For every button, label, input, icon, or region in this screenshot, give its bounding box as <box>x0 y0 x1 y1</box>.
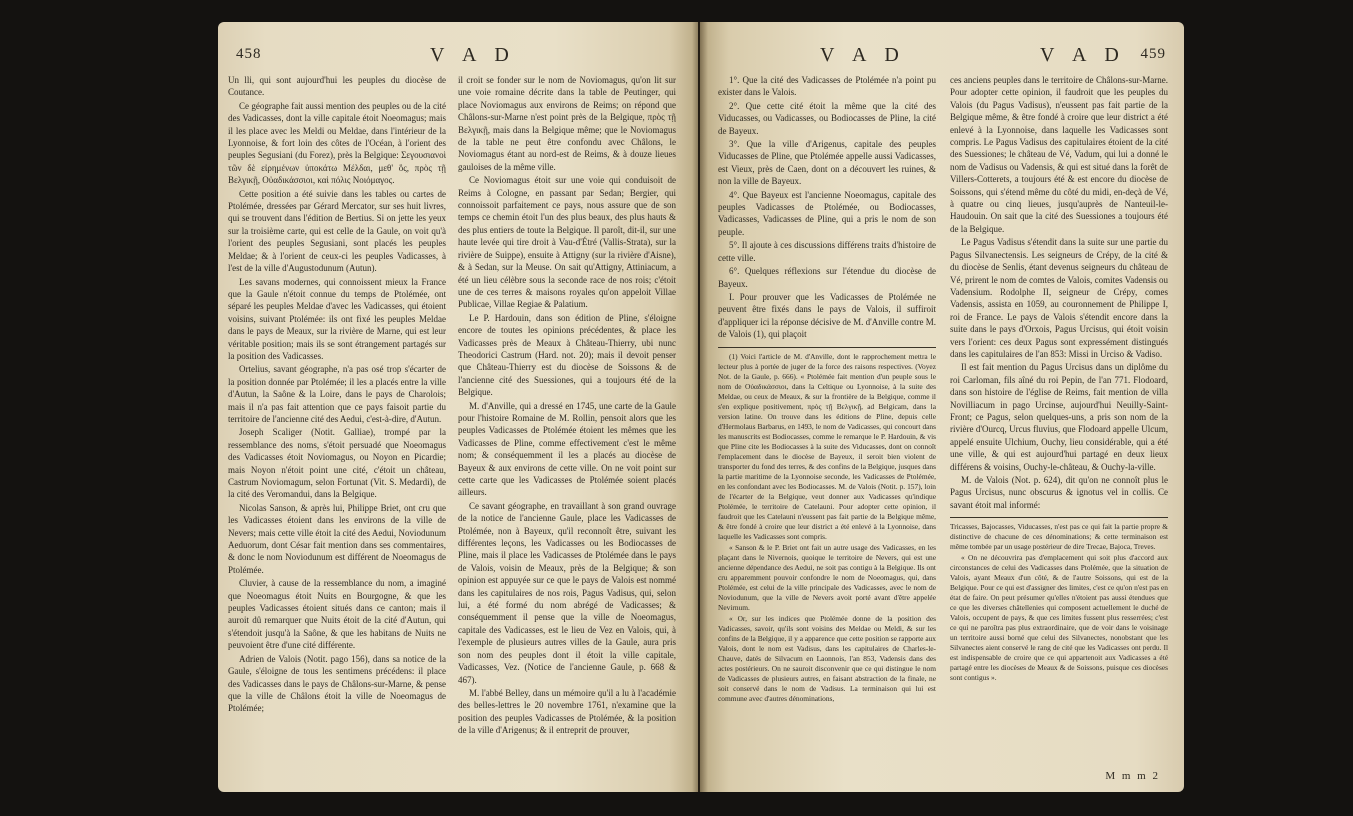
paragraph: Ce savant géographe, en travaillant à son grand ouvrage de la notice de l'ancienne Gaule, place les Vadicasses de Ptolémée, non à Bayeux, qu'il reconnoît être, suivant les différentes leçons, les Vadicasses ou les Bodiocasses de Pline, mais il place les Vadicasses de Ptolémée dans le pays de Valois, voisin de Meaux, près de la Belgique; & son opinion est appuyée sur ce que le pays de Valois est nommé dans les capitulaires de nos rois, Pagus Vadisus, qui, selon lui, a été formé du nom abrégé de Vadicasses; & conséquemment il pense que la ville de Noeomagus, capitale des Vadicasses, est le lieu de Vez en Valois, qui, à l'exemple de plusieurs autres villes de la Gaule, aura pris son nom des peuples dont il étoit la ville capitale, Vadicasses, Vez. (Notice de l'ancienne Gaule, p. 668 & 467). <box>458 500 676 685</box>
paragraph: Ortelius, savant géographe, n'a pas osé trop s'écarter de la position donnée par Ptolémée; il les a placés entre la ville d'Autun, la Saône & la Loire, dans le pays de Charolois; mais il n'a pas fait attention que ce pays faisoit partie du territoire de l'ancienne cité des Aedui, c'est-à-dire, d'Autun. <box>228 364 446 424</box>
right-running-head: V A D <box>1040 44 1126 66</box>
paragraph: Joseph Scaliger (Notit. Galliae), trompé par la ressemblance des noms, s'étoit persuadé que Noeomagus des Vadicasses étoit Noviomagus, ou Noyon en Picardie; mais Noyon n'étoit point une cité, c'étoit un château, Castrum Noviomagum, selon Fortunat (Vit. S. Medardi), de la cité des Veromandui, dans la Belgique. <box>228 427 446 500</box>
paragraph: il croit se fonder sur le nom de Noviomagus, qu'on lit sur une voie romaine décrite dans la table de Peutinger, qui place Noviomagus aux environs de Reims; on répond que Châlons-sur-Marne n'est point près de la Belgique, πρὸς τῇ Βελγικῇ, mais dans la Belgique même; que le Noviomagus de la table ne peut être confondu avec Châlons, le Noviomagus étant au nord-est de Reims, & à douze lieues gauloises de la même ville. <box>458 75 676 172</box>
paragraph: 3°. Que la ville d'Arigenus, capitale des peuples Viducasses de Pline, que Ptolémée appelle aussi Vadicasses, est Vieux, près de Caen, dont on a découvert les ruines, & non la ville de Bayeux. <box>718 139 936 187</box>
right-page-number: 459 <box>1140 46 1166 62</box>
footnote: « Or, sur les indices que Ptolémée donne de la position des Vadicasses, savoir, qu'ils sont voisins des Meldae ou Meldi, & sur les confins de la Belgique, il y a apparence que cette position se rapporte aux Valois, dont le nom est Vadisus, dans les capitulaires de Charles-le-Chauve, datés de Silvacum en Laonnois, l'an 853, Vadensis dans des actes postérieurs. On ne sauroit disconvenir que ce qui distingue le nom de Vadicasses de plusieurs autres, en faisant abstraction de la finale, ne soit conservé dans le nom de Vadisus. La terminaison qui lui est commune avec d'autres dénominations, <box>718 613 936 703</box>
paragraph: 5°. Il ajoute à ces discussions différens traits d'histoire de cette ville. <box>718 240 936 263</box>
paragraph: 6°. Quelques réflexions sur l'étendue du diocèse de Bayeux. <box>718 266 936 289</box>
book-gutter <box>692 22 708 792</box>
right-column-2 <box>950 74 1168 782</box>
paragraph: Ce géographe fait aussi mention des peuples ou de la cité des Vadicasses, dont la ville capitale étoit Noeomagus; mais il les place avec les Meldi ou Meldae, dans l'intérieur de la Lyonnoise, & fort loin des côtes de l'Océan, à l'orient des peuples Segusiani (du Forez), près la Belgique: Σεγουσιανοὶ τῶν δὲ εἰρημένων ὑποκάτω Μέλδαι, μεθ' ὃς, πρὸς τῇ Βελγικῇ, Οὐαδικάσσιοι, καὶ πόλις Νοιόμαγος. <box>228 100 446 186</box>
right-column-1 <box>718 74 936 782</box>
paragraph: Les savans modernes, qui connoissent mieux la France que la Gaule n'étoit connue du temps de Ptolémée, ont séparé les peuples Meldae d'avec les Vadicasses, qui étoient voisins, suivant Ptolémée: ils ont fixé les peuples Meldae dans le pays de Meaux, sur la rivière de Marne, qui est leur véritable position; mais ils se sont étrangement partagés sur la position des Vadicasses. <box>228 276 446 361</box>
paragraph: M. d'Anville, qui a dressé en 1745, une carte de la Gaule pour l'histoire Romaine de M. Rollin, pensoit alors que les peuples Vadicasses de Ptolémée étoient les mêmes que les Vadicasses de Pline, comme effectivement c'est le même nom; & conséquemment il les a placés au diocèse de Bayeux & aux environs de cette ville. On ne voit point sur cette carte que les Vadicasses de Ptolémée soient placés ailleurs. <box>458 400 676 498</box>
footnote: Tricasses, Bajocasses, Viducasses, n'est pas ce qui fait la partie propre & distinctive de chacune de ces dénominations; & cette terminaison est même tombée par un usage postérieur de dire Trecae, Bajoca, Treves. <box>950 522 1168 552</box>
left-running-head: V A D <box>430 44 516 66</box>
left-page-number: 458 <box>236 46 262 62</box>
catchword: M m m 2 <box>1105 770 1160 782</box>
paragraph: Le P. Hardouin, dans son édition de Pline, s'éloigne encore de toutes les opinions précédentes, & place les Vadicasses près de Meaux à Château-Thierry, ubi nunc Theodorici Castrum (Hard. not. 20); mais il devoit penser que Château-Thierry est du diocèse de Soissons & de l'ancienne cité des Suessiones, qui a toujours été de la Belgique. <box>458 312 676 398</box>
paragraph: Nicolas Sanson, & après lui, Philippe Briet, ont cru que les Vadicasses étoient dans les environs de la ville de Nevers; mais cette ville étoit la cité des Aedui, Noviodunum Aeduorum, dont César fait mention dans ses commentaires, & donc le nom Noviodunum est différent de Noeomagus de Ptolémée. <box>228 502 446 575</box>
footnote: « Sanson & le P. Briet ont fait un autre usage des Vadicasses, en les plaçant dans le Nivernois, quoique le territoire de Nevers, qui est une ancienne dépendance des Aedui, ne soit pas contigu à la Belgique. Ils ont cru apparemment pouvoir confondre le nom de Noeomagus, qui, dans Ptolémée, est celui de la ville principale des Vadicasses, avec le nom de Noviodunum, que la ville de Nevers avoit porté avant d'être appelée Nevirnum. <box>718 542 936 612</box>
right-running-head-inner: V A D <box>820 44 906 66</box>
paragraph: Le Pagus Vadisus s'étendit dans la suite sur une partie du Pagus Silvanectensis. Les seigneurs de Crépy, de la cité & du diocèse de Senlis, étant devenus seigneurs du château de Vé, prirent le nom de comtes de Valois, comites Vadensis ou Vadensium. Rodolphe II, seigneur de Crépy, comes Vadensis, assista en 1059, au couronnement de Philippe I, roi de France. Le pays de Valois s'étendit encore dans la suite dans le pays d'Orxois, Pagus Urcisus, qui étoit voisin vers l'orient: ces deux Pagus sont expressément distingués dans les capitulaires de l'an 853: Missi in Urciso & Vadiso. <box>950 237 1168 359</box>
paragraph: Il est fait mention du Pagus Urcisus dans un diplôme du roi Carloman, fils aîné du roi Pepin, de l'an 771. Flodoard, dans son histoire de l'église de Reims, fait mention de villa Novilliacum in pago Urcinse, aujourd'hui Neuilly-Saint-Front; ce Pagus, selon quelques-uns, a pris son nom de la rivière d'Ourcq, Urcus fluvius, que Flodoard appelle Ulcum, appelé ensuite Ulchium, Ouchy, lieu considérable, qui a été une ville, & qui est aujourd'hui partagé en deux lieux différens & voisins, Ouchy-le-château, & Ouchy-la-ville. <box>950 362 1168 472</box>
paragraph: 1°. Que la cité des Vadicasses de Ptolémée n'a point pu exister dans le Valois. <box>718 75 936 98</box>
paragraph: Cette position a été suivie dans les tables ou cartes de Ptolémée, dressées par Gérard Mercator, sur ses huit livres, qui se trouvent dans l'édition de Bertius. Si on jette les yeux sur la troisième carte, qui est celle de la Gaule, on voit qu'à l'orient des peuples Segusiani, sont placés les peuples Meldae; & à l'orient de ceux-ci les peuples Vadicasses, à l'est de la ville d'Augustodunum (Autun). <box>228 188 446 274</box>
left-page <box>218 22 698 792</box>
paragraph: 4°. Que Bayeux est l'ancienne Noeomagus, capitale des peuples Vadicasses de Ptolémée, ou Bodiocasses, Vadicasses, Vadicasses de Pline, qui a pris le nom de son peuple. <box>718 189 936 237</box>
paragraph: M. l'abbé Belley, dans un mémoire qu'il a lu à l'académie des belles-lettres le 20 novembre 1761, n'examine que la position des peuples Vadicasses de Ptolémée, & la position de la ville d'Arigenus; & il entreprit de prouver, <box>458 687 676 736</box>
right-page <box>700 22 1184 792</box>
paragraph: Adrien de Valois (Notit. pago 156), dans sa notice de la Gaule, s'éloigne de tous les sentimens précédens: il place des Vadicasses dans le pays de Châlons-sur-Marne, & pense que la ville de Châlons étoit la ville de Noeomagus de Ptolémée; <box>228 653 446 714</box>
left-column-1 <box>228 74 446 782</box>
paragraph: Ce Noviomagus étoit sur une voie qui conduisoit de Reims à Cologne, en passant par Sedan; Bergier, qui connoissoit parfaitement ce pays, nous assure que de son temps ce chemin étoit l'un des plus beaux, des plus hauts & des plus entiers de toute la Belgique. Il paroît, dit-il, sur une haute levée qui tire droit à Vau-d'Étré (Vallis-Strata), sur la rivière de Suippe), ensuite à Attigny (sur la rivière d'Aisne), & à Sedan, sur la Meuse. On sait qu'Attigny, Attiniacum, a été un lieu célèbre sous la seconde race de nos rois; c'étoit une de ces terres & maisons royales qu'on appeloit Villae Publicae, Villae Regiae & Palatium. <box>458 175 676 310</box>
paragraph: 2°. Que cette cité étoit la même que la cité des Viducasses, ou Vadicasses, ou Bodiocasses de Pline, la cité de Bayeux. <box>718 100 936 136</box>
paragraph: Cluvier, à cause de la ressemblance du nom, a imaginé que Noeomagus étoit Nuits en Bourgogne, & que les peuples Vadicasses étoient situés dans ce canton; mais il auroit dû remarquer que Nuits étoit de la cité d'Autun, qui s'étendoit jusqu'à la Saône, & que les habitans de Nuits ne peuvoient être d'une cité différente. <box>228 578 446 651</box>
footnote-rule <box>950 517 1168 518</box>
paragraph: ces anciens peuples dans le territoire de Châlons-sur-Marne. Pour adopter cette opinion, il faudroit que les peuples du Valois (du Pagus Vadisus), n'eussent pas fait partie de la Belgique même, & être fondé à croire que leur district a été enlevé à la Lyonnoise, dans laquelle les Vadicasses sont compris. Le Pagus Vadisus des capitulaires étoient de la cité des Suessiones; le château de Vé, Vadum, qui lui a donné le nom de Vadisus ou Vadensis, & qui est situé dans la forêt de Villers-Cotterets, a toujours été & est encore du diocèse de Soissons, qui s'étend même du côté du midi, en-deçà de Vé, à quatre ou cinq lieues, jusqu'auprès de Nanteuil-le-Haudouin. On sait que la cité des Suessiones a toujours été de la Belgique. <box>950 75 1168 234</box>
footnote: (1) Voici l'article de M. d'Anville, dont le rapprochement mettra le lecteur plus à portée de juger de la force des raisons respectives. (Voyez Not. de la Gaule, p. 666). « Ptolémée fait mention d'un peuple sous le nom de Οὐαδικάσσιοι, dans la Celtique ou Lyonnoise, à la suite des Meldae, ou ceux de Meaux, & sur la frontière de la Belgique, comme il s'en explique positivement, πρὸς τῇ Βελγικῇ, ad Belgicam, dans la version latine. On trouve dans les éditions de Pline, depuis celle d'Hermolaus Barbarus, en 1493, le nom de Vadicasses, qui concourt dans les manuscrits est Bodiocasses, comme le remarque le P. Hardouin, & vis que Pline cite les Bodiocasses à la suite des Viducasses, dont on connoît l'emplacement dans le diocèse de Bayeux, il seroit bien violent de transporter du fond des terres, & des confins de la Belgique, jusques dans la partie maritime de la Lyonnoise seconde, les Vadicasses de Ptolémée, en les confondant avec les Bodiocasses. M. de Valois (Notit. p. 157), loin de l'écarter de la Belgique, veut donner aux Vadicasses qu'indique Ptolémée, le territoire de Catelauni. Pour adopter cette opinion, il faudroit que les Catelauni n'eussent pas fait partie de la Belgique même, & être fondé à croire que leur district a été enlevé à la Lyonnoise, dans laquelle les Vadicasses sont compris. <box>718 351 936 541</box>
footnote: « On ne découvrira pas d'emplacement qui soit plus d'accord aux circonstances de celui des Vadicasses dans Ptolémée, que la situation de Valois, ayant Meaux d'un côté, & de l'autre Soissons, qui est de la Belgique. Pour ce qui est d'assigner des limites, c'est ce qu'on n'est pas en état de faire. On peut présumer qu'elles n'étoient pas aussi étendues que ce que les diverses châtellenies qui composent actuellement le duché de Valois, occupent de pays, & que ces limites fussent plus resserrées; c'est ce qui ne paroîtra pas plus extraordinaire, que de voir dans le voisinage un territoire aussi borné que celui des Silvanectes, nonobstant que les Silvanectes aient conservé le rang de cité que les Vadicasses ont perdu. Il est indispensable de croire que ce qui appartenoit aux Vadicasses a été partagé entre les diocèses de Meaux & de Soissons, puisque ces diocèses sont contigus ». <box>950 553 1168 683</box>
left-column-2 <box>458 74 676 782</box>
paragraph: I. Pour prouver que les Vadicasses de Ptolémée ne peuvent être fixés dans le pays de Valois, il suffiroit d'appliquer ici la réponse décisive de M. d'Anville contre M. de Valois (1), qui plaçoit <box>718 291 936 340</box>
footnote-rule <box>718 347 936 348</box>
paragraph: Un lli, qui sont aujourd'hui les peuples du diocèse de Coutance. <box>228 75 446 98</box>
paragraph: M. de Valois (Not. p. 624), dit qu'on ne connoît plus le Pagus Urcisus, nunc obscurus & ignotus vel in collis. Ce savant étoit mal informé: <box>950 475 1168 510</box>
